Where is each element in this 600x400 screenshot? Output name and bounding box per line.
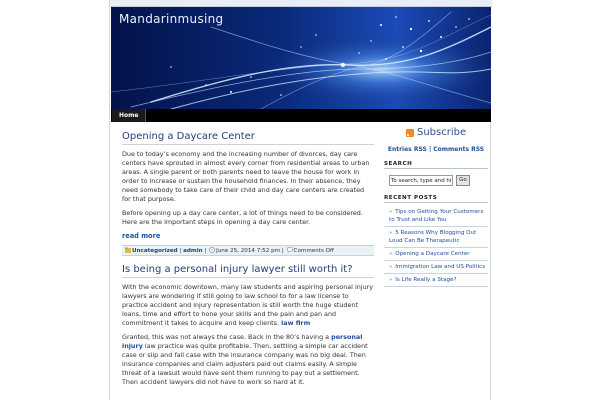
page-wrapper xyxy=(109,0,491,400)
post-text: With the economic downtown, many law students and aspiring personal injury lawyers are wondering if still going to law school to for a law license to practice accident and injury representation is still worth the huge student loans, time and effort to hone your skills and the pain and pan and commitment it takes to acquire and keep clients. xyxy=(122,283,374,327)
recent-post-item[interactable]: » 5 Reasons Why Blogging Out Loud Can Be Therapeutic xyxy=(384,227,488,248)
entries-rss-link[interactable]: Entries RSS xyxy=(387,146,427,153)
header-banner xyxy=(111,7,491,109)
post-meta: Uncategorized | admin | June 25, 2014 7:52 pm | Comments Off xyxy=(122,245,374,256)
law-firm-link[interactable]: law firm xyxy=(281,319,311,327)
post-paragraph xyxy=(122,333,374,387)
feed-links xyxy=(384,146,488,153)
author-link[interactable]: admin xyxy=(183,248,203,254)
personal-injury-link[interactable]: personal injury xyxy=(122,333,363,350)
sidebar xyxy=(384,124,488,287)
recent-post-item[interactable]: » Is Life Really a Stage? xyxy=(384,274,488,287)
category-link[interactable]: Uncategorized xyxy=(132,248,178,254)
nav-item-home[interactable]: Home xyxy=(112,109,146,122)
rss-icon[interactable] xyxy=(406,129,414,137)
subscribe-title[interactable]: Subscribe xyxy=(417,127,467,138)
post-paragraph: Before opening up a day care center, a lot of things need to be considered. Here are the important steps in opening a day care center. xyxy=(122,209,363,226)
recent-posts-list xyxy=(384,206,488,287)
post-text: Granted, this was not always the case. Back in the 80’s having a xyxy=(122,333,330,341)
post-title[interactable]: Is being a personal injury lawyer still worth it? xyxy=(122,264,374,278)
content-column xyxy=(122,131,374,392)
subscribe-block xyxy=(384,124,488,146)
recent-post-item[interactable]: » Tips on Getting Your Customers to Trust and Like You xyxy=(384,206,488,227)
post-paragraph xyxy=(122,283,374,328)
read-more-link[interactable]: read more xyxy=(122,232,161,240)
clock-icon xyxy=(209,247,215,253)
comments-rss-link[interactable]: Comments RSS xyxy=(433,146,485,153)
recent-post-item[interactable]: » Opening a Daycare Center xyxy=(384,248,488,261)
folder-icon xyxy=(125,247,131,253)
feed-separator: | xyxy=(428,146,432,153)
comments-status: Comments Off xyxy=(293,248,334,254)
post-paragraph: Due to today’s economy and the increasing number of divorces, day care centers have sprouted in almost every corner from residential areas to urban areas. A single parent or both parents need to leave the house for work in order to increase or sustain the household finances. In their absence, they need somebody to take care of their child and day care centers are created for that purpose. xyxy=(122,150,370,203)
search-go-button[interactable]: Go xyxy=(456,175,470,186)
main-nav xyxy=(111,109,491,122)
site-title[interactable]: Mandarinmusing xyxy=(119,12,224,26)
search-widget-title: SEARCH xyxy=(384,161,488,169)
post-title[interactable]: Opening a Daycare Center xyxy=(122,131,374,145)
post-text: law practice was quite profitable. Then, settling a simple car accident case or slip and fall case with the insurance company was no big deal. Then insurance companies and claim adjusters paid out claims easily. A simple threat of a lawsuit would have sent them running to pay out a settlement. Then accident lawyers did not have to work so hard at it. xyxy=(122,342,368,386)
post xyxy=(122,264,374,387)
top-strip xyxy=(110,0,492,7)
search-input[interactable] xyxy=(389,175,453,186)
recent-posts-title: RECENT POSTS xyxy=(384,195,488,203)
comment-icon xyxy=(287,247,293,253)
post-date: June 25, 2014 7:52 pm xyxy=(216,248,281,254)
post xyxy=(122,131,374,256)
recent-post-item[interactable]: » Immigration Law and US Politics xyxy=(384,261,488,274)
search-form xyxy=(384,175,488,187)
